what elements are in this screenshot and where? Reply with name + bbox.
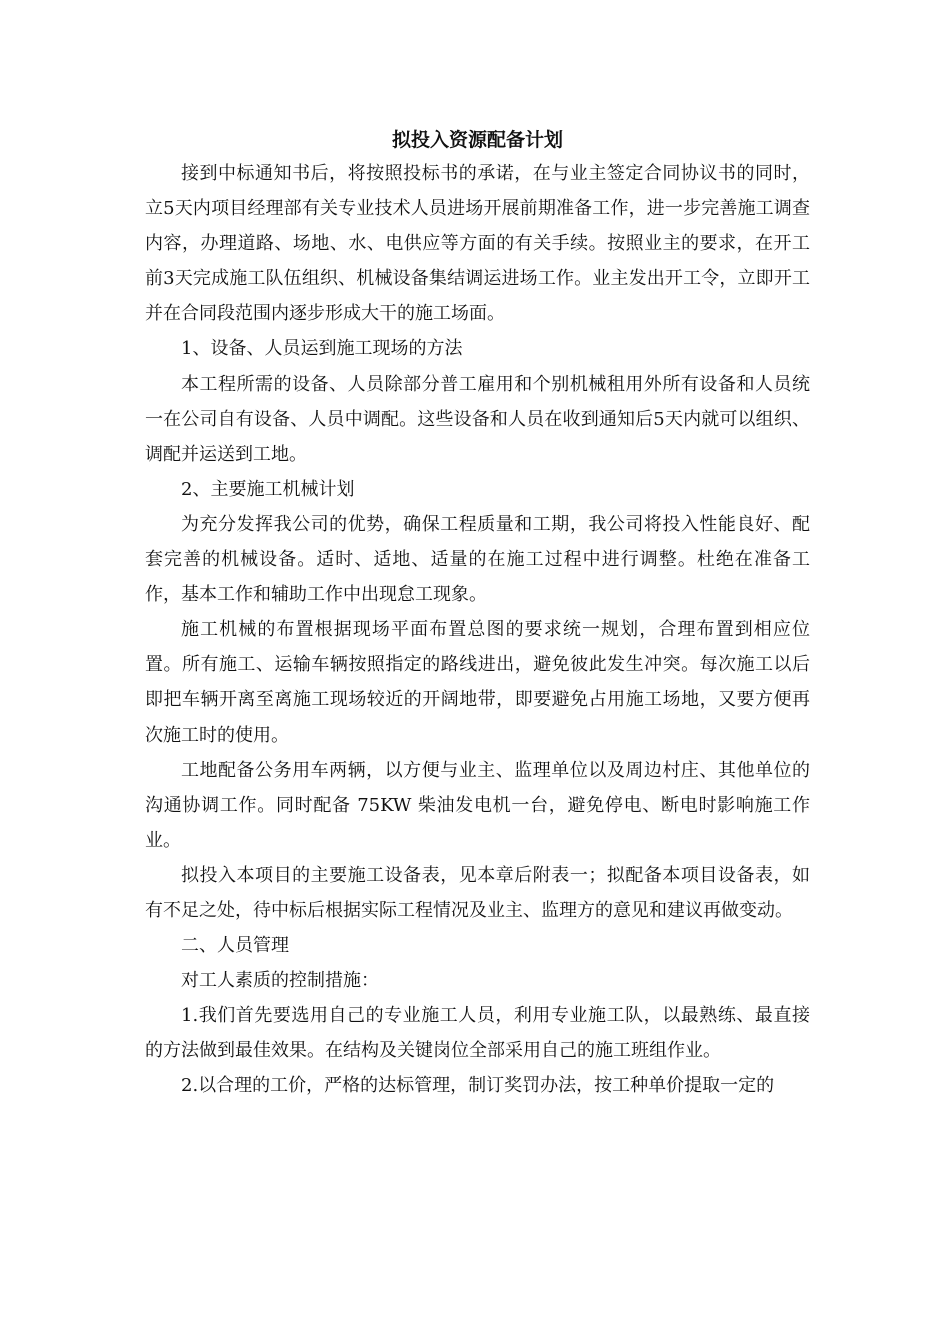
- document-title: 拟投入资源配备计划: [391, 129, 563, 151]
- section-1-paragraph: 本工程所需的设备、人员除部分普工雇用和个别机械租用外所有设备和人员统一在公司自有设备、人员中调配。这些设备和人员在收到通知后5天内就可以组织、调配并运送到工地。: [145, 373, 810, 465]
- section-2-paragraph-3: 工地配备公务用车两辆，以方便与业主、监理单位以及周边村庄、其他单位的沟通协调工作。同时配备 75KW 柴油发电机一台，避免停电、断电时影响施工作业。: [145, 759, 810, 851]
- measure-2-paragraph: 2.以合理的工价，严格的达标管理，制订奖罚办法，按工种单价提取一定的: [181, 1075, 775, 1097]
- section-1-heading: 1、设备、人员运到施工现场的方法: [181, 338, 463, 360]
- intro-paragraph: 接到中标通知书后，将按照投标书的承诺，在与业主签定合同协议书的同时，立5天内项目经理部有关专业技术人员进场开展前期准备工作，进一步完善施工调查内容，办理道路、场地、水、电供应等方面的有关手续。按照业主的要求，在开工前3天完成施工队伍组织、机械设备集结调运进场工作。业主发出开工令，立即开工并在合同段范围内逐步形成大干的施工场面。: [145, 163, 810, 325]
- measure-1-paragraph: 1.我们首先要选用自己的专业施工人员，利用专业施工队，以最熟练、最直接的方法做到最佳效果。在结构及关键岗位全部采用自己的施工班组作业。: [145, 1005, 810, 1062]
- personnel-heading: 二、人员管理: [181, 935, 289, 957]
- document-body: [145, 124, 810, 1104]
- section-2-heading: 2、主要施工机械计划: [181, 478, 355, 500]
- section-2-paragraph-4: 拟投入本项目的主要施工设备表，见本章后附表一；拟配备本项目设备表，如有不足之处，待中标后根据实际工程情况及业主、监理方的意见和建议再做变动。: [145, 864, 810, 921]
- section-2-paragraph-2: 施工机械的布置根据现场平面布置总图的要求统一规划，合理布置到相应位置。所有施工、运输车辆按照指定的路线进出，避免彼此发生冲突。每次施工以后即把车辆开离至离施工现场较近的开阔地带，即要避免占用施工场地，又要方便再次施工时的使用。: [145, 619, 810, 746]
- section-2-paragraph-1: 为充分发挥我公司的优势，确保工程质量和工期，我公司将投入性能良好、配套完善的机械设备。适时、适地、适量的在施工过程中进行调整。杜绝在准备工作，基本工作和辅助工作中出现怠工现象。: [145, 513, 810, 606]
- personnel-subheading: 对工人素质的控制措施：: [181, 970, 379, 992]
